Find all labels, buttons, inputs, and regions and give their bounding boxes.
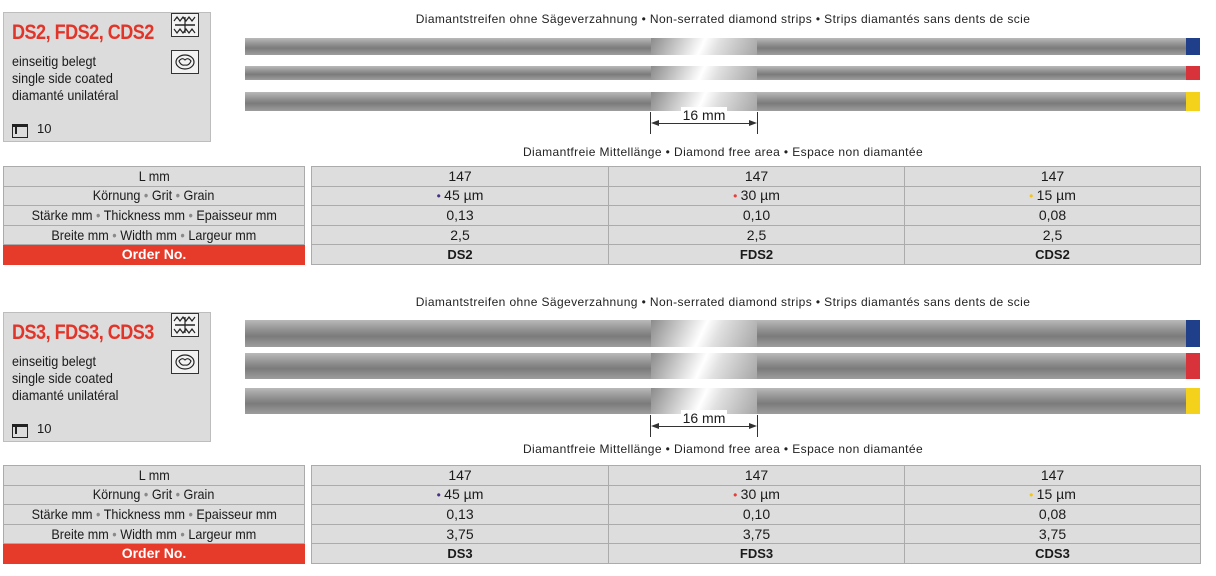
spec-label-part: Thickness mm xyxy=(103,505,185,522)
order-number: FDS3 xyxy=(609,544,905,564)
product-title: DS2, FDS2, CDS2 xyxy=(12,21,154,44)
spec-row-label xyxy=(4,167,305,187)
spec-row-label: Breite mm • Width mm • Largeur mm xyxy=(4,225,305,245)
spec-value-text: 2,5 xyxy=(450,226,470,243)
spec-value-text: 3,75 xyxy=(742,525,771,542)
spec-value-text: 15 µm xyxy=(1036,186,1076,203)
pack-count xyxy=(12,121,51,136)
diamond-free-area xyxy=(651,320,757,347)
spec-value-text: 147 xyxy=(448,167,472,184)
spec-label-part: L mm xyxy=(138,466,170,483)
spec-value xyxy=(312,524,609,544)
grit-color-dot: • xyxy=(1029,188,1037,203)
strip-caption-top: Diamantstreifen ohne Sägeverzahnung • Non-serrated diamond strips • Strips diamantés sans dents de scie xyxy=(415,12,1031,26)
description-en: single side coated xyxy=(12,70,113,86)
spec-label-part: Körnung xyxy=(93,187,141,204)
spec-value xyxy=(905,206,1201,226)
spec-row xyxy=(4,505,1201,525)
grit-color-dot: • xyxy=(1029,487,1037,502)
spec-value xyxy=(609,485,905,505)
description-fr: diamanté unilatéral xyxy=(12,387,119,403)
spec-label-part: Largeur mm xyxy=(188,525,257,542)
dimension-marker xyxy=(650,107,758,134)
order-row xyxy=(4,245,1201,265)
description-de: einseitig belegt xyxy=(12,53,97,69)
order-label: Order No. xyxy=(4,245,305,265)
spec-value xyxy=(312,206,609,226)
diamond-free-area xyxy=(651,66,757,80)
diamond-free-area xyxy=(651,38,757,55)
order-row xyxy=(4,544,1201,564)
spec-value-text: 147 xyxy=(1040,466,1065,483)
product-section-ds3 xyxy=(0,295,1216,576)
spec-value xyxy=(905,505,1201,525)
spec-value-text: 0,13 xyxy=(446,505,474,522)
strip-color-cap xyxy=(1186,92,1200,111)
spec-value xyxy=(312,186,609,206)
spec-row xyxy=(4,485,1201,505)
spec-value xyxy=(609,505,905,525)
strip-caption-bottom: Diamantfreie Mittellänge • Diamond free area • Espace non diamantée xyxy=(522,442,924,456)
spec-value xyxy=(905,225,1201,245)
spec-label-part: Körnung xyxy=(93,486,141,503)
spec-label-part: Stärke mm xyxy=(31,206,93,223)
grit-color-dot: • xyxy=(733,188,741,203)
spec-table xyxy=(3,166,1201,265)
spec-label-part: Stärke mm xyxy=(31,505,93,522)
spec-value xyxy=(609,167,905,187)
spec-value-text: 147 xyxy=(744,466,769,483)
strip-color-cap xyxy=(1186,66,1200,80)
serrated-strip-icon xyxy=(171,313,199,337)
spec-value xyxy=(609,206,905,226)
spec-label-part: L mm xyxy=(138,167,170,184)
spec-value-text: 3,75 xyxy=(1038,525,1067,542)
order-label: Order No. xyxy=(4,544,305,564)
spec-row xyxy=(4,466,1201,486)
spec-row-label: Stärke mm • Thickness mm • Epaisseur mm xyxy=(4,206,305,226)
package-icon xyxy=(12,422,27,435)
spec-value xyxy=(609,524,905,544)
spec-label-part: Breite mm xyxy=(51,525,109,542)
spec-label-part: Grain xyxy=(183,187,215,204)
order-number: DS3 xyxy=(312,544,609,564)
spec-row-label xyxy=(4,466,305,486)
spec-value-text: 0,10 xyxy=(742,206,771,223)
spec-value-text: 147 xyxy=(448,466,472,483)
dimension-label: 16 mm xyxy=(682,410,726,426)
strip-ds2 xyxy=(245,38,1200,55)
spec-row xyxy=(4,186,1201,206)
spec-value-text: 2,5 xyxy=(1042,226,1063,243)
spec-value xyxy=(312,466,609,486)
spec-value-text: 0,13 xyxy=(446,206,474,223)
spec-row xyxy=(4,524,1201,544)
spec-label-part: Epaisseur mm xyxy=(196,505,277,522)
grit-color-dot: • xyxy=(436,188,445,203)
product-description xyxy=(12,53,118,104)
spec-value-text: 0,08 xyxy=(1038,206,1067,223)
spec-row xyxy=(4,206,1201,226)
spec-value-text: 3,75 xyxy=(446,525,474,542)
spec-value-text: 2,5 xyxy=(746,226,767,243)
spec-value xyxy=(905,524,1201,544)
description-de: einseitig belegt xyxy=(12,353,97,369)
spec-value xyxy=(609,186,905,206)
pack-count-value: 10 xyxy=(37,121,52,136)
strip-ds3 xyxy=(245,320,1200,347)
description-fr: diamanté unilatéral xyxy=(12,87,119,103)
spec-value xyxy=(905,167,1201,187)
description-en: single side coated xyxy=(12,370,113,386)
spec-value-text: 147 xyxy=(1040,167,1065,184)
spec-value xyxy=(312,225,609,245)
spec-row-label: Stärke mm • Thickness mm • Epaisseur mm xyxy=(4,505,305,525)
spec-value-text: 45 µm xyxy=(444,186,484,203)
spec-row-label: Körnung • Grit • Grain xyxy=(4,186,305,206)
spec-label-part: Grit xyxy=(152,486,173,503)
spec-value-text: 0,10 xyxy=(742,505,771,522)
strip-color-cap xyxy=(1186,320,1200,347)
diamond-free-area xyxy=(651,353,757,379)
spec-value-text: 30 µm xyxy=(740,186,780,203)
spec-value-text: 45 µm xyxy=(444,485,484,502)
spec-label-part: Epaisseur mm xyxy=(196,206,277,223)
spec-row-label: Breite mm • Width mm • Largeur mm xyxy=(4,524,305,544)
strip-caption-bottom: Diamantfreie Mittellänge • Diamond free area • Espace non diamantée xyxy=(522,145,924,159)
strip-color-cap xyxy=(1186,388,1200,414)
dimension-marker xyxy=(650,410,758,437)
spec-label-part: Grit xyxy=(152,187,173,204)
grit-color-dot: • xyxy=(733,487,741,502)
spec-value-text: 147 xyxy=(744,167,769,184)
spec-value xyxy=(609,225,905,245)
spec-label-part: Thickness mm xyxy=(103,206,185,223)
order-number: FDS2 xyxy=(609,245,905,265)
spec-row xyxy=(4,167,1201,187)
strip-fds3 xyxy=(245,353,1200,379)
package-icon xyxy=(12,122,27,135)
spec-value-text: 30 µm xyxy=(740,485,780,502)
spec-value xyxy=(905,186,1201,206)
spec-value xyxy=(312,485,609,505)
spec-label-part: Width mm xyxy=(120,525,178,542)
serrated-strip-icon xyxy=(171,13,199,37)
strip-color-cap xyxy=(1186,353,1200,379)
spec-label-part: Largeur mm xyxy=(188,226,257,243)
spec-value-text: 0,08 xyxy=(1038,505,1067,522)
spec-row-label: Körnung • Grit • Grain xyxy=(4,485,305,505)
tooth-icon xyxy=(171,350,199,374)
spec-value-text: 15 µm xyxy=(1036,485,1076,502)
product-description xyxy=(12,353,118,404)
product-title: DS3, FDS3, CDS3 xyxy=(12,321,154,344)
spec-table xyxy=(3,465,1201,564)
order-number: DS2 xyxy=(312,245,609,265)
grit-color-dot: • xyxy=(436,487,445,502)
spec-label-part: Width mm xyxy=(120,226,178,243)
spec-value xyxy=(312,505,609,525)
dimension-label: 16 mm xyxy=(682,107,726,123)
spec-label-part: Grain xyxy=(183,486,215,503)
spec-row xyxy=(4,225,1201,245)
spec-value xyxy=(905,485,1201,505)
strip-caption-top: Diamantstreifen ohne Sägeverzahnung • Non-serrated diamond strips • Strips diamantés sans dents de scie xyxy=(415,295,1031,309)
strip-fds2 xyxy=(245,66,1200,80)
spec-label-part: Breite mm xyxy=(51,226,109,243)
spec-value xyxy=(312,167,609,187)
spec-value xyxy=(905,466,1201,486)
order-number: CDS3 xyxy=(905,544,1201,564)
tooth-icon xyxy=(171,50,199,74)
order-number: CDS2 xyxy=(905,245,1201,265)
pack-count xyxy=(12,421,51,436)
strip-color-cap xyxy=(1186,38,1200,55)
pack-count-value: 10 xyxy=(37,421,52,436)
spec-value xyxy=(609,466,905,486)
